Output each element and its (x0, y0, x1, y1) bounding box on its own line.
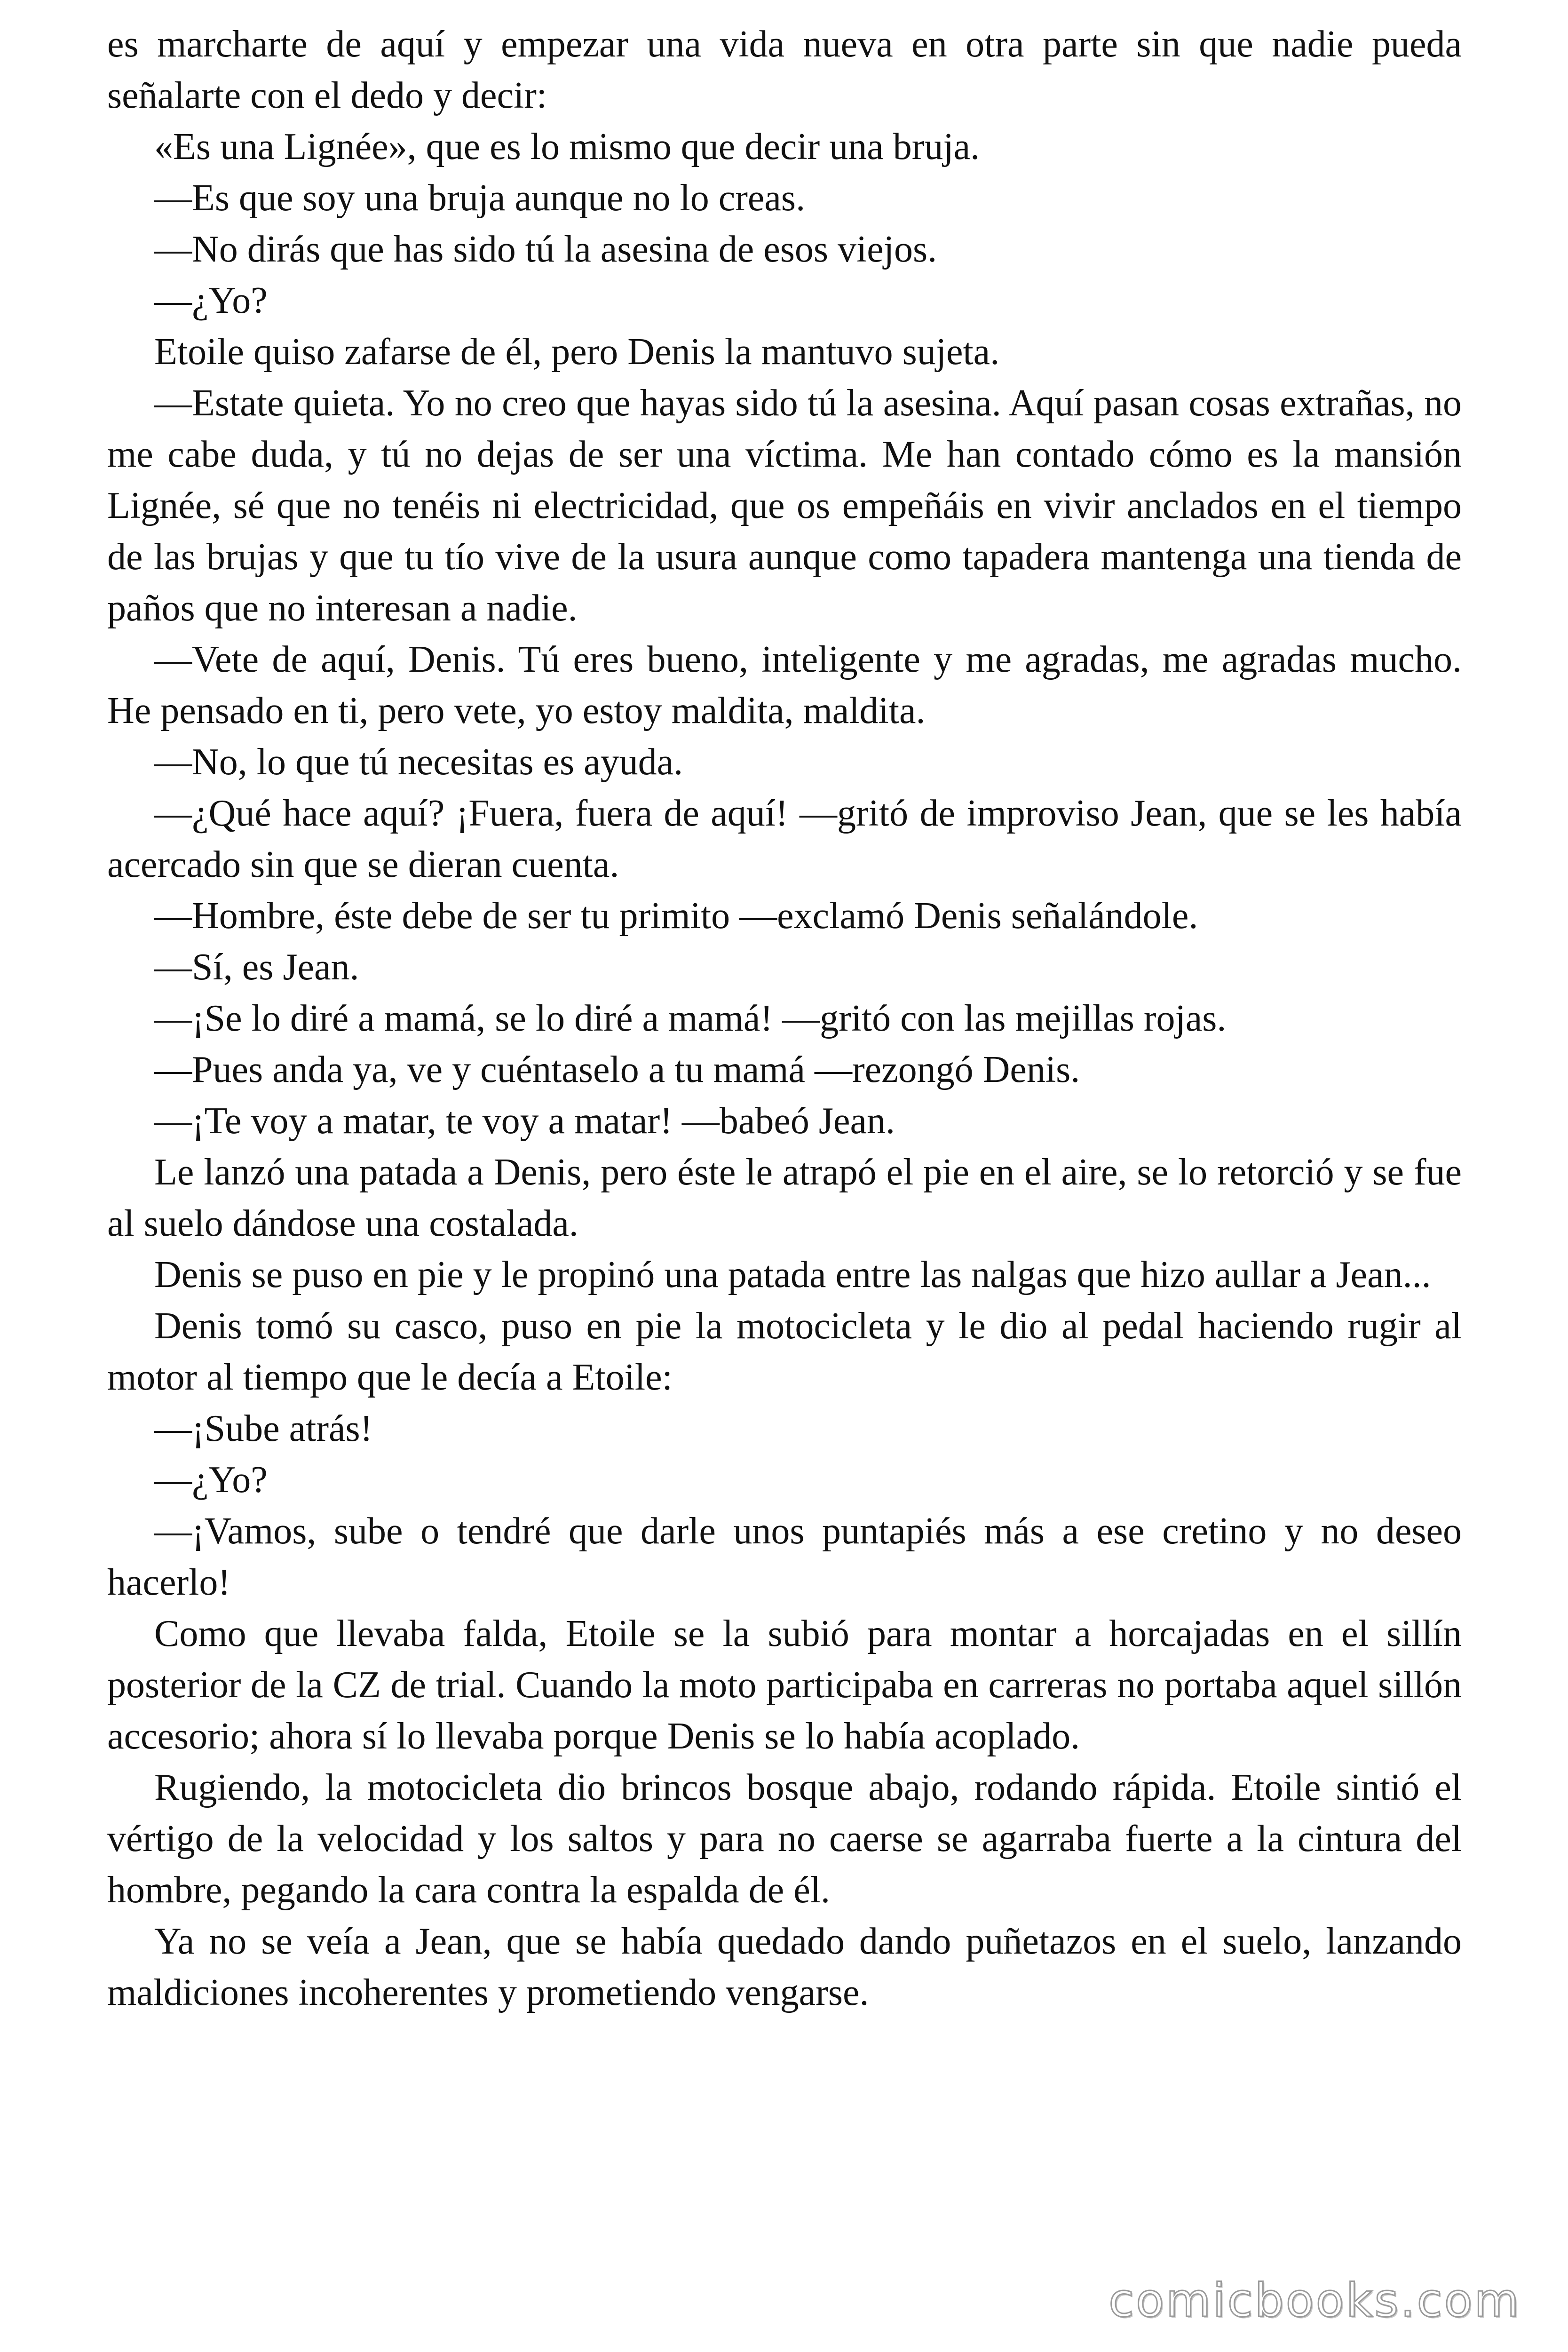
paragraph: —No dirás que has sido tú la asesina de esos viejos. (154, 229, 937, 270)
watermark: comicbooks.com (1109, 2274, 1521, 2328)
paragraph: —¡Se lo diré a mamá, se lo diré a mamá! —gritó con las mejillas rojas. (154, 998, 1227, 1039)
paragraph: —Hombre, éste debe de ser tu primito —exclamó Denis señalándole. (154, 895, 1198, 937)
paragraph: —Estate quieta. Yo no creo que hayas sido tú la asesina. Aquí pasan cosas extrañas, no me cabe duda, y tú no dejas de ser una víctima. Me han contado cómo es la mansión Lignée, sé que no tenéis ni electricidad, que os empeñáis en vivir anclados en el tiempo de las brujas y que tu tío vive de la usura aunque como tapadera mantenga una tienda de paños que no interesan a nadie. (107, 382, 1462, 629)
paragraph: —¡Te voy a matar, te voy a matar! —babeó Jean. (154, 1100, 895, 1142)
paragraph: —¡Vamos, sube o tendré que darle unos puntapiés más a ese cretino y no deseo hacerlo! (107, 1510, 1462, 1603)
paragraph: —¿Yo? (154, 1459, 268, 1501)
paragraph: es marcharte de aquí y empezar una vida nueva en otra parte sin que nadie pueda señalarte con el dedo y decir: (107, 24, 1462, 116)
paragraph: —Vete de aquí, Denis. Tú eres bueno, inteligente y me agradas, me agradas mucho. He pensado en ti, pero vete, yo estoy maldita, maldita. (107, 639, 1462, 731)
paragraph: Rugiendo, la motocicleta dio brincos bosque abajo, rodando rápida. Etoile sintió el vértigo de la velocidad y los saltos y para no caerse se agarraba fuerte a la cintura del hombre, pegando la cara contra la espalda de él. (107, 1767, 1462, 1911)
paragraph: —No, lo que tú necesitas es ayuda. (154, 741, 683, 783)
page-body (107, 19, 1462, 2018)
paragraph: Le lanzó una patada a Denis, pero éste le atrapó el pie en el aire, se lo retorció y se fue al suelo dándose una costalada. (107, 1152, 1462, 1244)
paragraph: Ya no se veía a Jean, que se había quedado dando puñetazos en el suelo, lanzando maldiciones incoherentes y prometiendo vengarse. (107, 1921, 1462, 2013)
paragraph: Denis se puso en pie y le propinó una patada entre las nalgas que hizo aullar a Jean... (154, 1254, 1431, 1295)
paragraph: —¿Yo? (154, 280, 268, 321)
paragraph: —Pues anda ya, ve y cuéntaselo a tu mamá —rezongó Denis. (154, 1049, 1080, 1090)
paragraph: —Es que soy una bruja aunque no lo creas. (154, 177, 806, 219)
paragraph: —¿Qué hace aquí? ¡Fuera, fuera de aquí! —gritó de improviso Jean, que se les había acercado sin que se dieran cuenta. (107, 793, 1462, 885)
paragraph: Como que llevaba falda, Etoile se la subió para montar a horcajadas en el sillín posterior de la CZ de trial. Cuando la moto participaba en carreras no portaba aquel sillón accesorio; ahora sí lo llevaba porque Denis se lo había acoplado. (107, 1613, 1462, 1757)
paragraph: Etoile quiso zafarse de él, pero Denis la mantuvo sujeta. (154, 331, 1000, 373)
paragraph: —¡Sube atrás! (154, 1408, 373, 1449)
paragraph: —Sí, es Jean. (154, 946, 359, 988)
paragraph: Denis tomó su casco, puso en pie la motocicleta y le dio al pedal haciendo rugir al motor al tiempo que le decía a Etoile: (107, 1305, 1462, 1398)
paragraph: «Es una Lignée», que es lo mismo que decir una bruja. (154, 126, 980, 167)
